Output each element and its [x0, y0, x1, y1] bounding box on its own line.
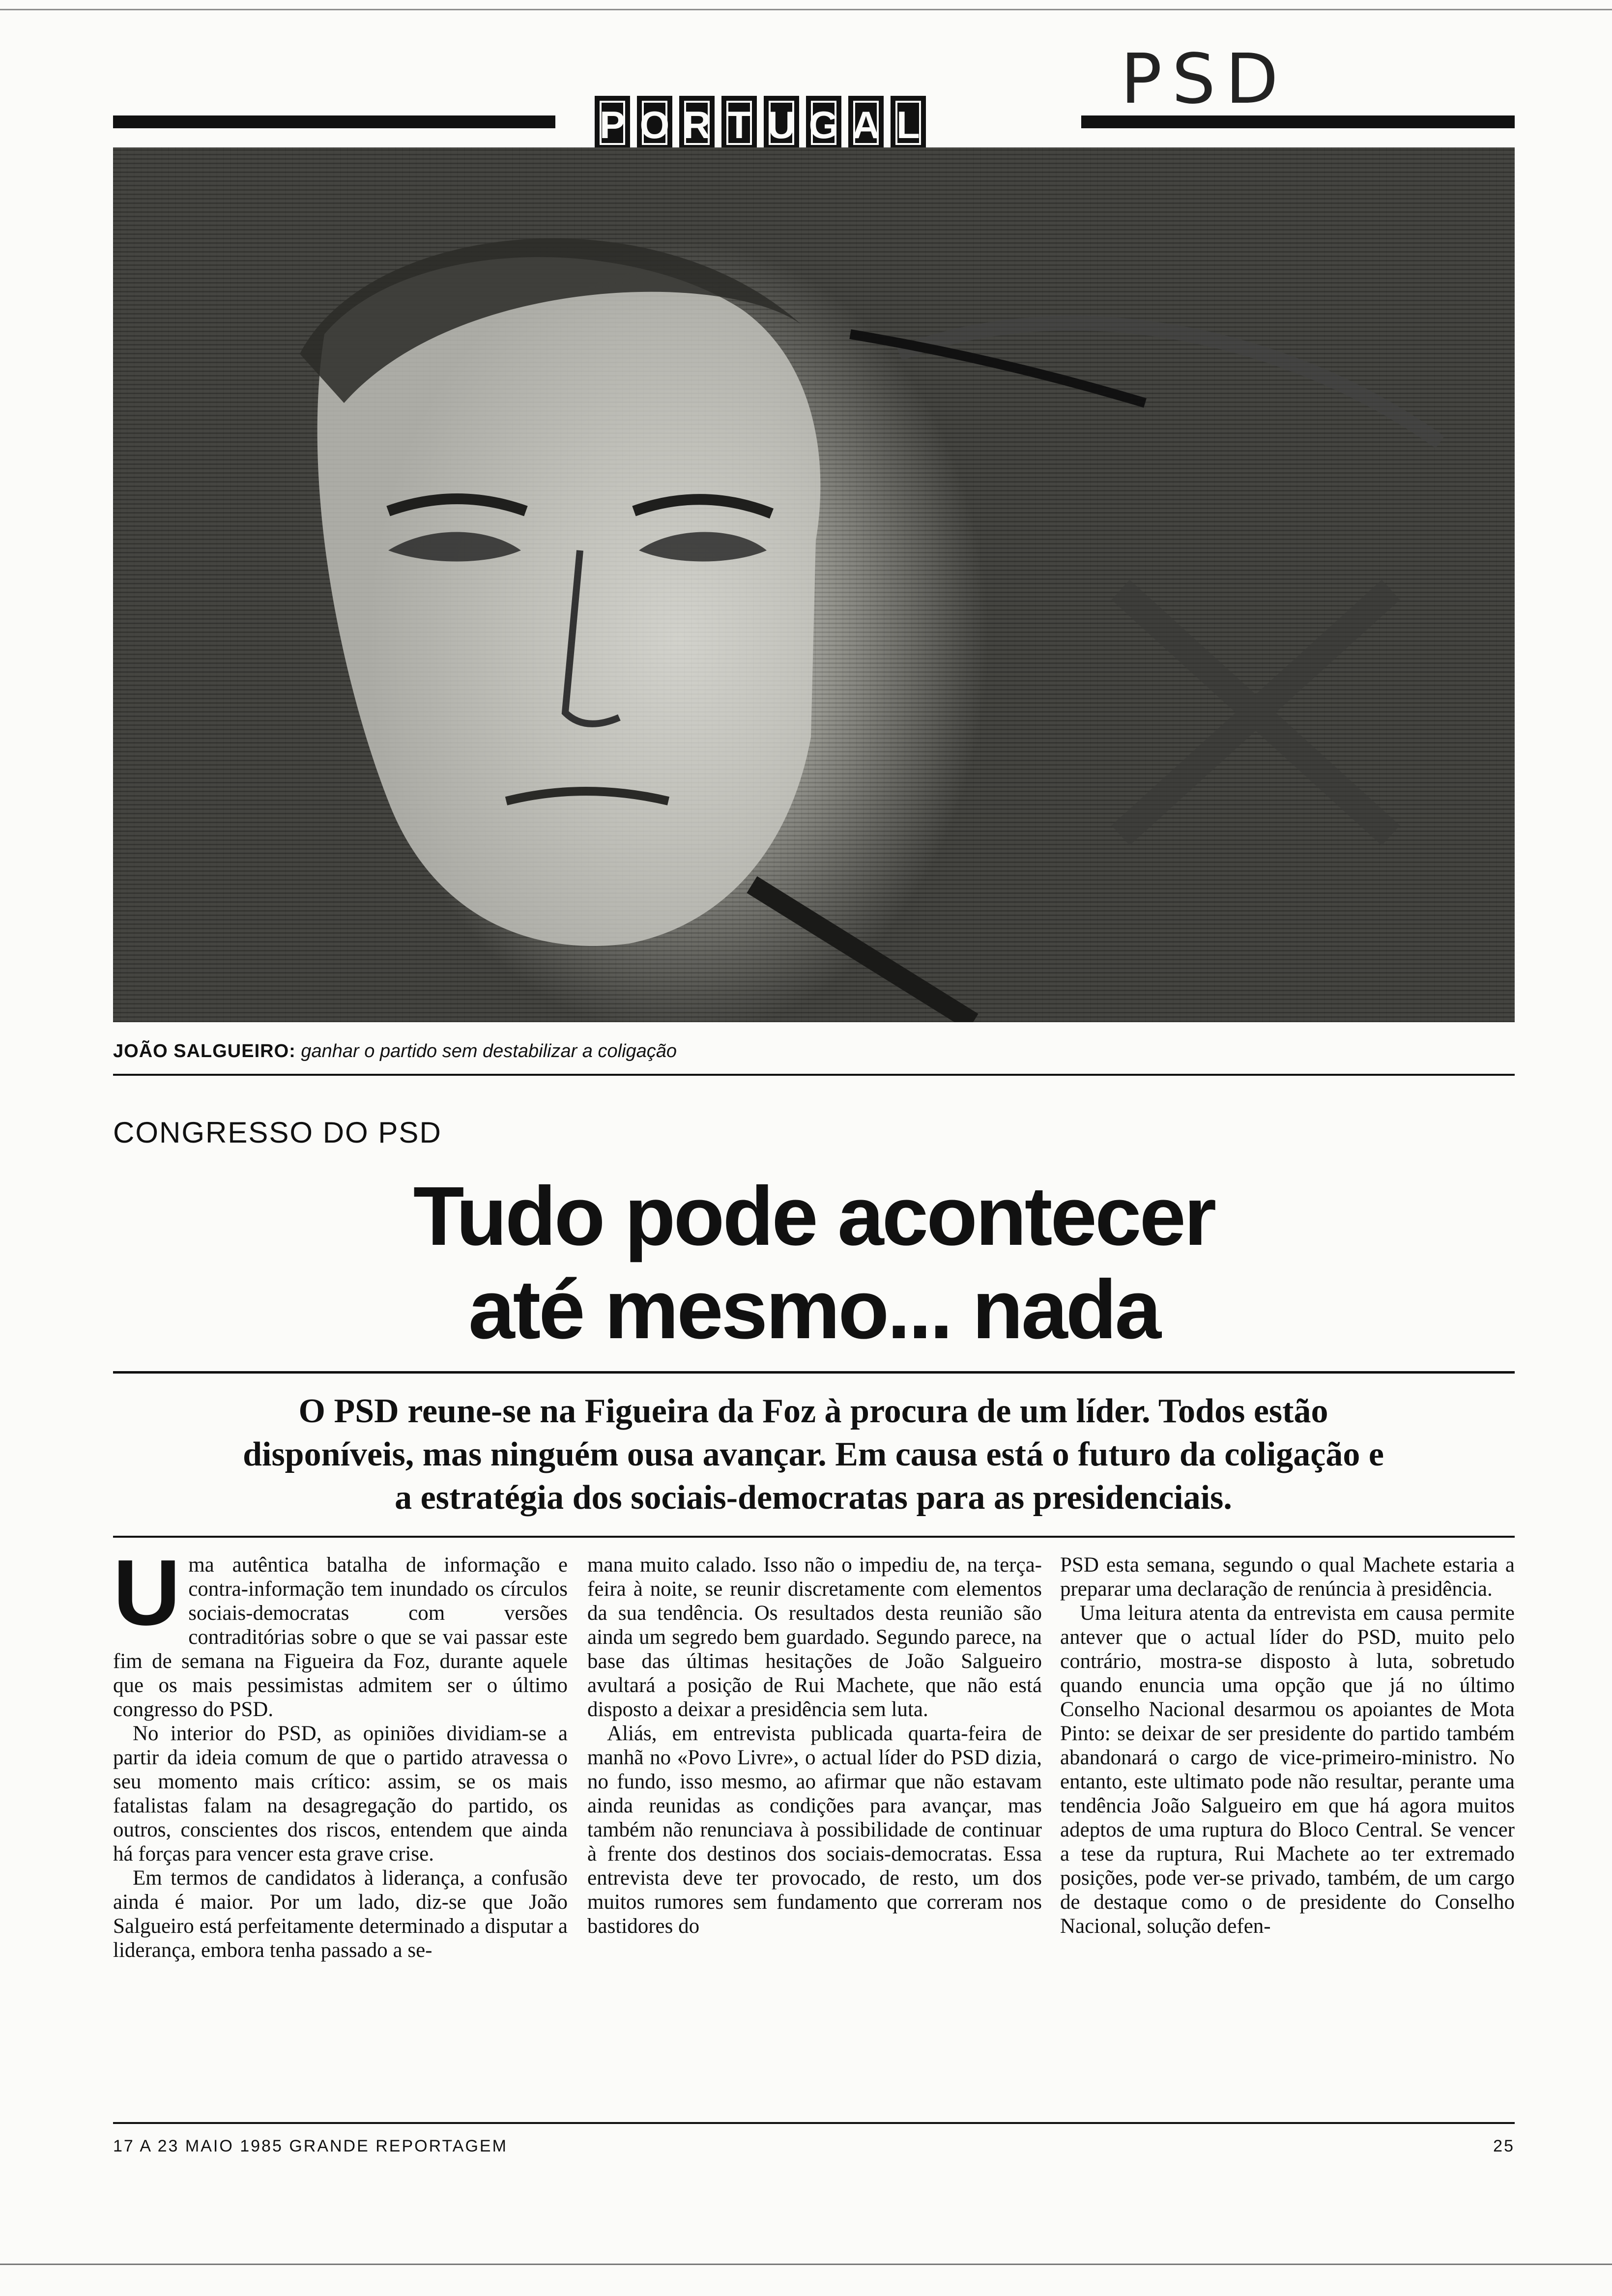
page-footer — [113, 2137, 1515, 2156]
lead-line: O PSD reune-se na Figueira da Foz à procura de um líder. Todos estão — [298, 1392, 1328, 1430]
caption-rule — [113, 1074, 1515, 1076]
article-column-3 — [1060, 1553, 1515, 2118]
article-kicker: CONGRESSO DO PSD — [113, 1116, 442, 1149]
paragraph: PSD esta semana, segundo o qual Machete estaria a preparar uma declaração de renúncia à presidência. — [1060, 1553, 1515, 1601]
section-banner — [595, 96, 926, 155]
photo-caption — [113, 1041, 677, 1062]
banner-letter: L — [891, 96, 926, 150]
article-lead — [128, 1390, 1499, 1520]
article-column-2 — [587, 1553, 1042, 2118]
banner-letter: O — [637, 96, 672, 150]
footer-issue: 17 A 23 MAIO 1985 GRANDE REPORTAGEM — [113, 2137, 508, 2155]
banner-rule-left — [113, 115, 555, 128]
banner-letter: U — [764, 96, 799, 150]
headline-line: até mesmo... nada — [468, 1263, 1159, 1356]
portrait-photo — [113, 147, 1515, 1022]
paragraph — [113, 1553, 568, 1722]
lead-line: a estratégia dos sociais-democratas para as presidenciais. — [395, 1479, 1232, 1517]
banner-letter: G — [806, 96, 841, 150]
handwritten-note: PSD — [1121, 39, 1289, 119]
paragraph: No interior do PSD, as opiniões dividiam-se a partir da ideia comum de que o partido atravessa o seu momento mais crítico: assim, se os mais fatalistas falam na desagregação do partido, os outros, conscientes dos riscos, entendem que ainda há forças para vencer esta grave crise. — [113, 1722, 568, 1866]
drop-cap: U — [113, 1553, 181, 1645]
page-number: 25 — [1493, 2137, 1515, 2155]
caption-text: ganhar o partido sem destabilizar a coligação — [301, 1041, 677, 1062]
banner-letter: P — [595, 96, 630, 150]
banner-letter: A — [848, 96, 884, 150]
banner-letter: R — [679, 96, 715, 150]
paragraph: Uma leitura atenta da entrevista em causa permite antever que o actual líder do PSD, muito pelo contrário, mostra-se disposto à luta, sobretudo quando enuncia uma opção que já no último Conselho Nacional desarmou os apoiantes de Mota Pinto: se deixar de ser presidente do partido também abandonará o cargo de vice-primeiro-ministro. No entanto, este ultimato pode não resultar, perante uma tendência João Salgueiro em que há agora muitos adeptos de uma ruptura do Bloco Central. Se vencer a tese da ruptura, Rui Machete ao ter extremado posições, pode ver-se privado, também, de um cargo de destaque como o de presidente do Conselho Nacional, solução defen- — [1060, 1602, 1515, 1938]
portrait-illustration — [113, 147, 1515, 1022]
lead-line: disponíveis, mas ninguém ousa avançar. Em causa está o futuro da coligação e — [243, 1435, 1384, 1473]
paragraph-text: ma autêntica batalha de informação e contra-informação tem inundado os círculos sociais-democratas com versões contraditórias sobre o que se vai passar este fim de semana na Figueira da Foz, durante aquele que os mais pessimistas admitem ser o último congresso do PSD. — [113, 1553, 568, 1721]
headline-rule — [113, 1371, 1515, 1374]
scan-edge-top — [0, 9, 1612, 10]
lead-rule — [113, 1536, 1515, 1538]
paragraph: mana muito calado. Isso não o impediu de, na terça-feira à noite, se reunir discretamente com elementos da sua tendência. Os resultados desta reunião são ainda um segredo bem guardado. Segundo parece, na base das últimas hesitações de João Salgueiro avultará a posição de Rui Machete, que não está disposto a deixar a presidência sem luta. — [587, 1553, 1042, 1721]
caption-name: JOÃO SALGUEIRO: — [113, 1041, 296, 1062]
banner-letter: T — [721, 96, 757, 150]
article-column-1 — [113, 1553, 568, 2118]
paragraph: Aliás, em entrevista publicada quarta-feira de manhã no «Povo Livre», o actual líder do PSD dizia, no fundo, isso mesmo, ao afirmar que não estavam ainda reunidas as condições para avançar, mas também não renunciava à possibilidade de continuar à frente dos destinos dos sociais-democratas. Essa entrevista deve ter provocado, de resto, um dos muitos rumores sem fundamento que correram nos bastidores do — [587, 1722, 1042, 1938]
headline-line: Tudo pode acontecer — [413, 1170, 1215, 1263]
scan-edge-bottom — [0, 2264, 1612, 2265]
article-headline — [113, 1170, 1515, 1356]
paragraph: Em termos de candidatos à liderança, a confusão ainda é maior. Por um lado, diz-se que João Salgueiro está perfeitamente determinado a disputar a liderança, embora tenha passado a se- — [113, 1866, 568, 1962]
footer-rule — [113, 2122, 1515, 2124]
